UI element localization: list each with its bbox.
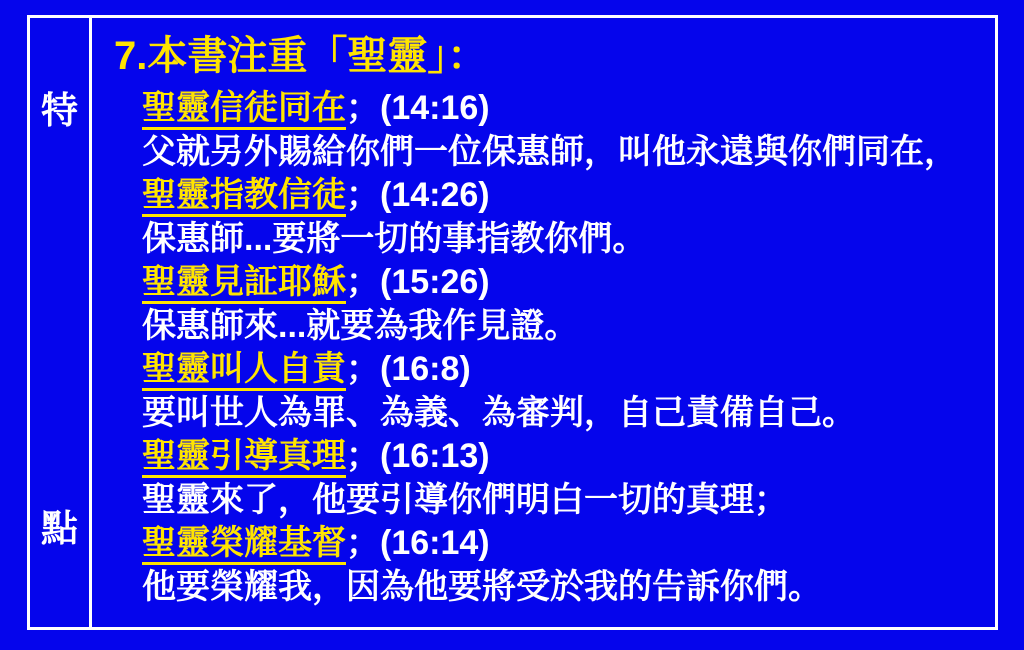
scripture-reference: ；(14:26)	[346, 176, 490, 214]
point-highlight: 聖靈引導真理	[142, 437, 346, 478]
verse-line: 保惠師...要將一切的事指教你們。	[142, 219, 647, 258]
point-line	[114, 522, 991, 566]
point-line	[114, 435, 991, 479]
point-highlight: 聖靈叫人自責	[142, 350, 346, 391]
verse-line: 聖靈來了，他要引導你們明白一切的真理；	[142, 480, 788, 519]
verse-line: 他要榮耀我，因為他要將受於我的告訴你們。	[142, 567, 822, 606]
sidebar-char-top: 特	[41, 90, 78, 131]
scripture-reference: ；(15:26)	[346, 263, 490, 301]
point-highlight: 聖靈榮耀基督	[142, 524, 346, 565]
main-content	[92, 18, 995, 627]
point-line	[114, 87, 991, 131]
point-highlight: 聖靈信徒同在	[142, 89, 346, 130]
scripture-reference: ；(14:16)	[346, 89, 490, 127]
point-highlight: 聖靈見証耶穌	[142, 263, 346, 304]
verse-line: 保惠師來...就要為我作見證。	[142, 306, 579, 345]
scripture-reference: ；(16:13)	[346, 437, 490, 475]
sidebar-char-bottom: 點	[41, 508, 78, 549]
slide-title: 7.本書注重「聖靈」：	[114, 34, 488, 78]
point-line	[114, 261, 991, 305]
point-line	[114, 174, 991, 218]
scripture-reference: ；(16:8)	[346, 350, 471, 388]
point-line	[114, 348, 991, 392]
verse-line: 要叫世人為罪、為義、為審判，自己責備自己。	[142, 393, 856, 432]
point-highlight: 聖靈指教信徒	[142, 176, 346, 217]
content-frame	[27, 15, 998, 630]
scripture-reference: ；(16:14)	[346, 524, 490, 562]
verse-line: 父就另外賜給你們一位保惠師，叫他永遠與你們同在，	[142, 132, 958, 171]
sidebar	[30, 18, 92, 627]
